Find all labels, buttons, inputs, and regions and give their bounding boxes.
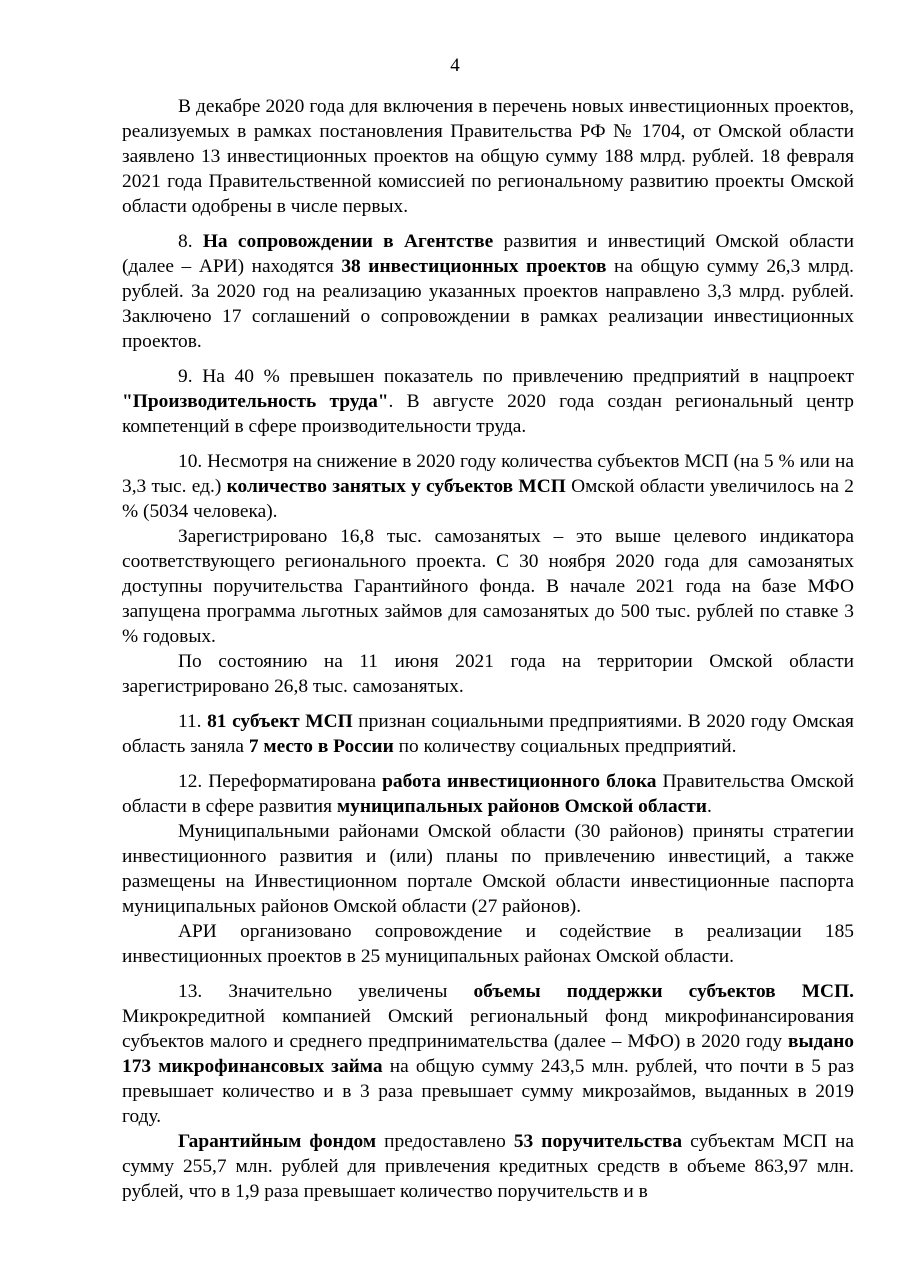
paragraph	[122, 979, 854, 1129]
paragraph	[122, 919, 854, 969]
bold-text: работа инвестиционного блока	[382, 771, 657, 792]
bold-text: объемы поддержки субъектов МСП.	[473, 981, 854, 1002]
text-run: на общую сумму 26,3 млрд. рублей. За 2020 год на реализацию указанных проектов направлено 3,3 млрд. рублей. Заключено 17 соглашений о сопровождении в рамках реализации инвестиционных проектов.	[122, 256, 854, 352]
text-run: 12. Переформатирована	[178, 771, 383, 792]
bold-text: муниципальных районов Омской области	[336, 796, 707, 817]
bold-text: количество занятых у субъектов МСП	[226, 476, 566, 497]
text-run: По состоянию на 11 июня 2021 года на территории Омской области зарегистрировано 26,8 тыс. самозанятых.	[122, 651, 854, 697]
text-run: 8.	[178, 231, 203, 252]
bold-text: Гарантийным фондом	[178, 1131, 377, 1152]
bold-text: 53 поручительства	[513, 1131, 683, 1152]
text-run: 10. Несмотря на снижение в 2020 году количества субъектов МСП (на 5 % или на 3,3 тыс. ед.)	[122, 451, 854, 497]
paragraph	[122, 709, 854, 759]
document-section	[122, 769, 854, 969]
paragraph	[122, 649, 854, 699]
paragraph	[122, 524, 854, 649]
text-run: Омской области увеличилось на 2 % (5034 человека).	[122, 476, 854, 522]
bold-text: выдано 173 микрофинансовых займа	[122, 1031, 854, 1077]
page-number: 4	[450, 55, 460, 76]
paragraph	[122, 1129, 854, 1204]
text-run: признан социальными предприятиями. В 2020 году Омская область заняла	[122, 711, 854, 757]
text-run: по количеству социальных предприятий.	[393, 736, 737, 757]
document-section	[122, 449, 854, 699]
text-run: . В августе 2020 года создан региональный центр компетенций в сфере производительности труда.	[122, 391, 854, 437]
text-run: Муниципальными районами Омской области (30 районов) приняты стратегии инвестиционного развития и (или) планы по привлечению инвестиций, а также размещены на Инвестиционном портале Омской области инвестиционные паспорта муниципальных районов Омской области (27 районов).	[122, 821, 854, 917]
bold-text: 38 инвестиционных проектов	[341, 256, 607, 277]
text-run: развития и инвестиций Омской области (далее – АРИ) находятся	[122, 231, 854, 277]
paragraph	[122, 449, 854, 524]
text-run: предоставлено	[376, 1131, 514, 1152]
text-run: 13. Значительно увеличены	[178, 981, 474, 1002]
text-run: Микрокредитной компанией Омский региональный фонд микрофинансирования субъектов малого и среднего предпринимательства (далее – МФО) в 2020 году	[122, 1006, 854, 1052]
paragraph	[122, 769, 854, 819]
text-run: 11.	[178, 711, 208, 732]
text-run: .	[706, 796, 712, 817]
text-run: В декабре 2020 года для включения в перечень новых инвестиционных проектов, реализуемых в рамках постановления Правительства РФ № 1704, от Омской области заявлено 13 инвестиционных проектов на общую сумму 188 млрд. рублей. 18 февраля 2021 года Правительственной комиссией по региональному развитию проекты Омской области одобрены в числе первых.	[122, 96, 854, 217]
paragraph	[122, 229, 854, 354]
paragraph	[122, 819, 854, 919]
paragraph	[122, 94, 854, 219]
bold-text: На сопровождении в Агентстве	[202, 231, 494, 252]
text-run: на общую сумму 243,5 млн. рублей, что почти в 5 раз превышает количество и в 3 раза превышает сумму микрозаймов, выданных в 2019 году.	[122, 1056, 854, 1127]
text-run: АРИ организовано сопровождение и содействие в реализации 185 инвестиционных проектов в 25 муниципальных районах Омской области.	[122, 921, 854, 967]
bold-text: "Производительность труда"	[122, 391, 389, 412]
bold-text: 7 место в России	[248, 736, 394, 757]
paragraph	[122, 364, 854, 439]
document-section	[122, 709, 854, 759]
document-section	[122, 364, 854, 439]
document-body	[122, 94, 854, 1204]
document-section	[122, 94, 854, 219]
text-run: 9. На 40 % превышен показатель по привлечению предприятий в нацпроект	[178, 366, 854, 387]
text-run: субъектам МСП на сумму 255,7 млн. рублей для привлечения кредитных средств в объеме 863,97 млн. рублей, что в 1,9 раза превышает количество поручительств и в	[122, 1131, 854, 1202]
text-run: Зарегистрировано 16,8 тыс. самозанятых – это выше целевого индикатора соответствующего регионального проекта. С 30 ноября 2020 года для самозанятых доступны поручительства Гарантийного фонда. В начале 2021 года на базе МФО запущена программа льготных займов для самозанятых до 500 тыс. рублей по ставке 3 % годовых.	[122, 526, 854, 647]
document-section	[122, 229, 854, 354]
document-section	[122, 979, 854, 1204]
bold-text: 81 субъект МСП	[207, 711, 353, 732]
text-run: Правительства Омской области в сфере развития	[122, 771, 855, 817]
